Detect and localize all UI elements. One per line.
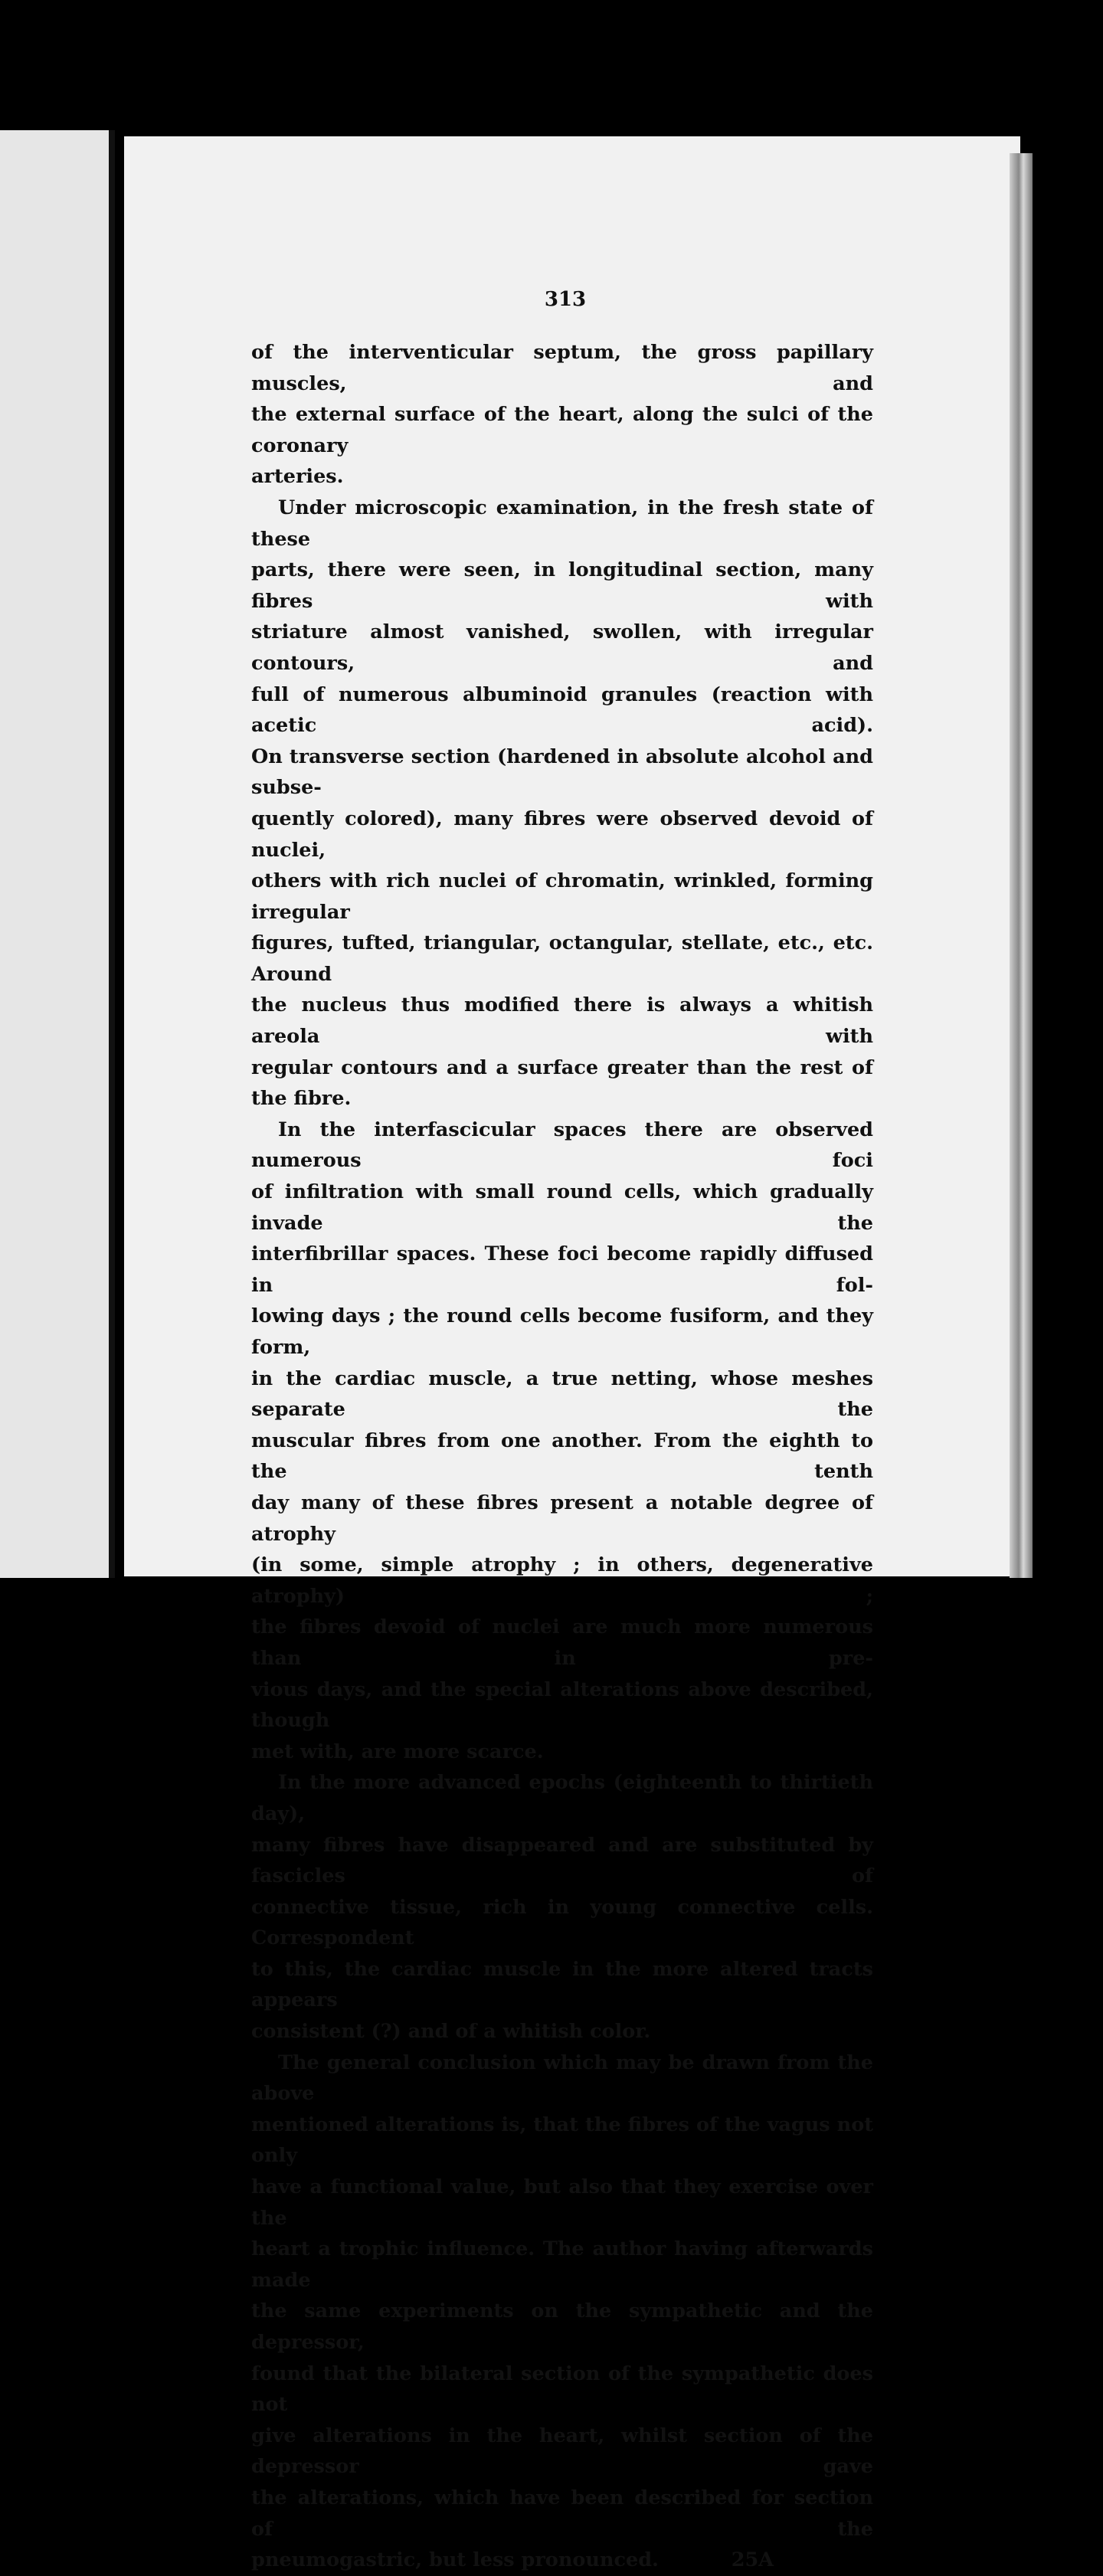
- left-page-edge: [0, 130, 113, 1578]
- text-line: striature almost vanished, swollen, with irregular contours, and: [251, 620, 873, 675]
- text-line: in the cardiac muscle, a true netting, whose meshes separate the: [251, 1367, 873, 1422]
- text-line: give alterations in the heart, whilst section of the depressor gave: [251, 2424, 873, 2479]
- text-line: found that the bilateral section of the sympathetic does not: [251, 2362, 873, 2417]
- text-line: In the more advanced epochs (eighteenth to thirtieth day),: [251, 1771, 873, 1825]
- text-line: to this, the cardiac muscle in the more altered tracts appears: [251, 1957, 873, 2012]
- text-line: lowing days ; the round cells become fusiform, and they form,: [251, 1304, 873, 1359]
- text-line: connective tissue, rich in young connective cells. Correspondent: [251, 1895, 873, 1950]
- binding-gutter: [109, 130, 115, 1578]
- text-line: vious days, and the special alterations above described, though: [251, 1678, 873, 1733]
- signature-mark: 25A: [731, 2548, 774, 2572]
- text-line: arteries.: [251, 465, 344, 489]
- text-line: Under microscopic examination, in the fresh state of these: [251, 496, 873, 551]
- text-line: the nucleus thus modified there is always a whitish areola with: [251, 993, 873, 1049]
- footer-line: [251, 2545, 873, 2576]
- text-line: (in some, simple atrophy ; in others, degenerative atrophy) ;: [251, 1553, 873, 1608]
- page-edge: [1010, 153, 1033, 1578]
- text-line: In the interfascicular spaces there are observed numerous foci: [251, 1118, 873, 1173]
- text-line: the same experiments on the sympathetic and the depressor,: [251, 2299, 873, 2354]
- text-line: met with, are more scarce.: [251, 1740, 544, 1763]
- text-line: have a functional value, but also that they exercise over the: [251, 2175, 873, 2230]
- text-line: mentioned alterations is, that the fibres of the vagus not only: [251, 2113, 873, 2168]
- text-line: interfibrillar spaces. These foci become rapidly diffused in fol-: [251, 1242, 873, 1297]
- text-line: consistent (?) and of a whitish color.: [251, 2020, 651, 2044]
- text-line: day many of these fibres present a notable degree of atrophy: [251, 1491, 873, 1546]
- text-line: quently colored), many fibres were observed devoid of nuclei,: [251, 807, 873, 862]
- text-line: of infiltration with small round cells, which gradually invade the: [251, 1180, 873, 1235]
- text-line: pneumogastric, but less pronounced.: [251, 2548, 659, 2572]
- text-line: others with rich nuclei of chromatin, wrinkled, forming irregular: [251, 869, 873, 924]
- page-body: [251, 337, 873, 2576]
- text-line: the fibres devoid of nuclei are much more numerous than in pre-: [251, 1615, 873, 1670]
- text-line: regular contours and a surface greater than the rest of the fibre.: [251, 1056, 873, 1111]
- text-line: the alterations, which have been described for section of the: [251, 2486, 873, 2541]
- text-line: The general conclusion which may be drawn from the above: [251, 2051, 873, 2106]
- text-line: muscular fibres from one another. From the eighth to the tenth: [251, 1429, 873, 1484]
- text-line: the external surface of the heart, along the sulci of the coronary: [251, 403, 873, 457]
- text-line: parts, there were seen, in longitudinal section, many fibres with: [251, 558, 873, 613]
- text-line: many fibres have disappeared and are substituted by fascicles of: [251, 1833, 873, 1888]
- text-line: full of numerous albuminoid granules (reaction with acetic acid).: [251, 682, 873, 738]
- text-line: On transverse section (hardened in absolute alcohol and subse-: [251, 745, 873, 800]
- text-line: of the interventicular septum, the gross papillary muscles, and: [251, 341, 873, 395]
- text-line: figures, tufted, triangular, octangular, stellate, etc., etc. Around: [251, 931, 873, 986]
- page-number: 313: [544, 288, 587, 311]
- text-line: heart a trophic influence. The author having afterwards made: [251, 2237, 873, 2292]
